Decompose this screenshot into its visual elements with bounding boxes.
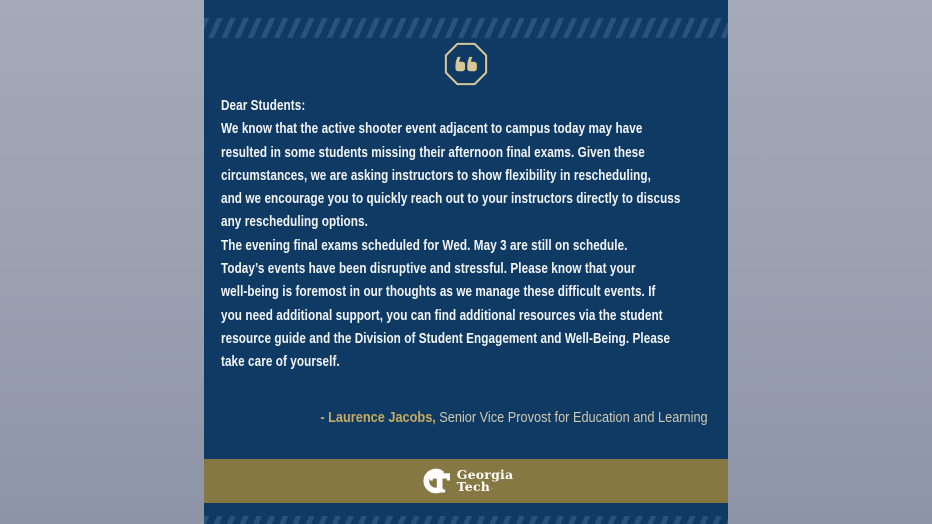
body-line: take care of yourself. <box>221 353 340 371</box>
statement-body <box>221 94 711 374</box>
gt-monogram-icon <box>419 468 450 494</box>
footer-brand-bar <box>204 459 728 503</box>
wordmark-tech: Tech <box>456 479 491 494</box>
body-line: and we encourage you to quickly reach out to your instructors directly to discuss <box>221 190 681 208</box>
wordmark-georgia: Georgia <box>456 467 514 482</box>
georgia-tech-wordmark <box>457 469 514 493</box>
georgia-tech-logo <box>419 468 514 494</box>
quote-icon <box>443 41 489 87</box>
body-line: Dear Students: <box>221 97 306 114</box>
trademark-dot: . <box>491 485 493 491</box>
statement-card <box>204 0 728 524</box>
body-line: The evening final exams scheduled for Wed. May 3 are still on schedule. <box>221 236 628 254</box>
body-line: circumstances, we are asking instructors to show flexibility in rescheduling, <box>221 166 651 184</box>
body-line: We know that the active shooter event adjacent to campus today may have <box>221 120 643 138</box>
body-line: resource guide and the Division of Student Engagement and Well-Being. Please <box>221 329 671 347</box>
diagonal-stripes-bottom <box>204 516 728 524</box>
attribution-line <box>321 408 708 427</box>
body-line: resulted in some students missing their afternoon final exams. Given these <box>221 143 645 161</box>
quote-octagon-icon <box>443 41 489 87</box>
body-line: Today’s events have been disruptive and stressful. Please know that your <box>221 260 636 278</box>
body-line: you need additional support, you can find additional resources via the student <box>221 306 663 324</box>
attribution-name: - Laurence Jacobs, <box>320 409 437 426</box>
attribution-title: Senior Vice Provost for Education and Learning <box>439 409 708 426</box>
diagonal-stripes-top <box>204 18 728 38</box>
body-line: any rescheduling options. <box>221 213 368 231</box>
body-line: well-being is foremost in our thoughts as we manage these difficult events. If <box>221 283 656 301</box>
